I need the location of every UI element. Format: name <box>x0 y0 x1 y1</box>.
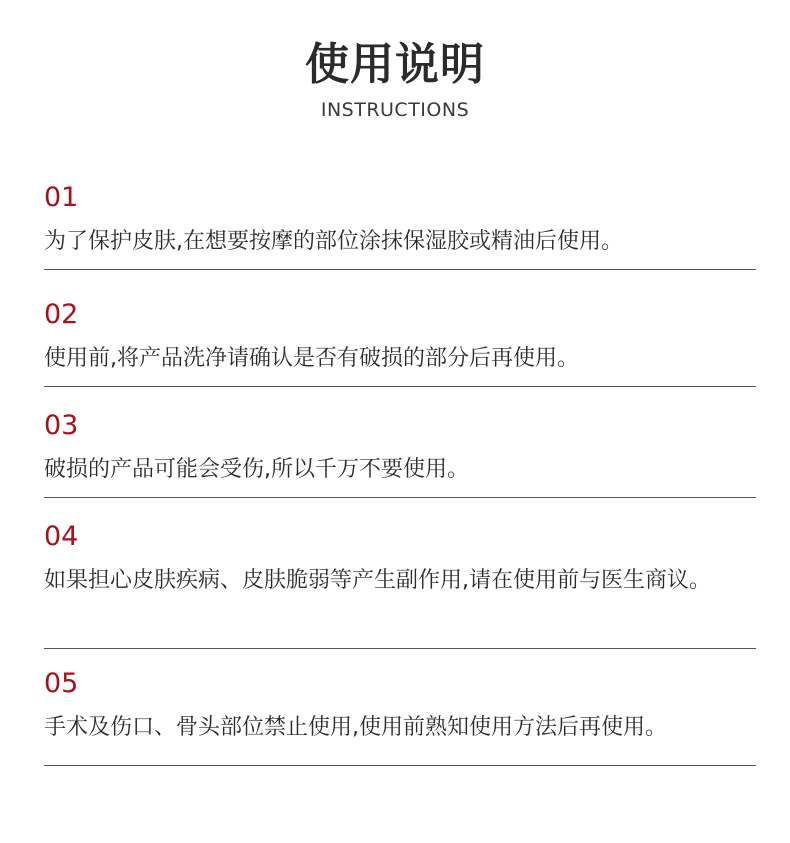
header <box>0 38 790 122</box>
instruction-text: 使用前,将产品洗净请确认是否有破损的部分后再使用。 <box>44 346 579 371</box>
instruction-number: 01 <box>44 182 79 213</box>
page-title: 使用说明 <box>305 39 485 90</box>
divider <box>44 648 756 649</box>
instruction-item-3 <box>44 410 756 488</box>
instruction-text: 如果担心皮肤疾病、皮肤脆弱等产生副作用,请在使用前与医生商议。 <box>44 568 711 593</box>
instruction-text: 破损的产品可能会受伤,所以千万不要使用。 <box>44 457 469 482</box>
instruction-number: 05 <box>44 668 79 699</box>
divider <box>44 269 756 270</box>
instruction-number: 03 <box>44 410 79 441</box>
instruction-number: 02 <box>44 299 79 330</box>
divider <box>44 765 756 766</box>
instruction-text: 为了保护皮肤,在想要按摩的部位涂抹保湿胶或精油后使用。 <box>44 229 623 254</box>
instruction-item-1 <box>44 182 756 260</box>
instruction-item-2 <box>44 299 756 377</box>
instruction-text: 手术及伤口、骨头部位禁止使用,使用前熟知使用方法后再使用。 <box>44 715 667 740</box>
instruction-item-4 <box>44 521 756 599</box>
page-subtitle: INSTRUCTIONS <box>320 99 470 121</box>
divider <box>44 386 756 387</box>
instruction-number: 04 <box>44 521 79 552</box>
divider <box>44 497 756 498</box>
instruction-item-5 <box>44 668 756 746</box>
